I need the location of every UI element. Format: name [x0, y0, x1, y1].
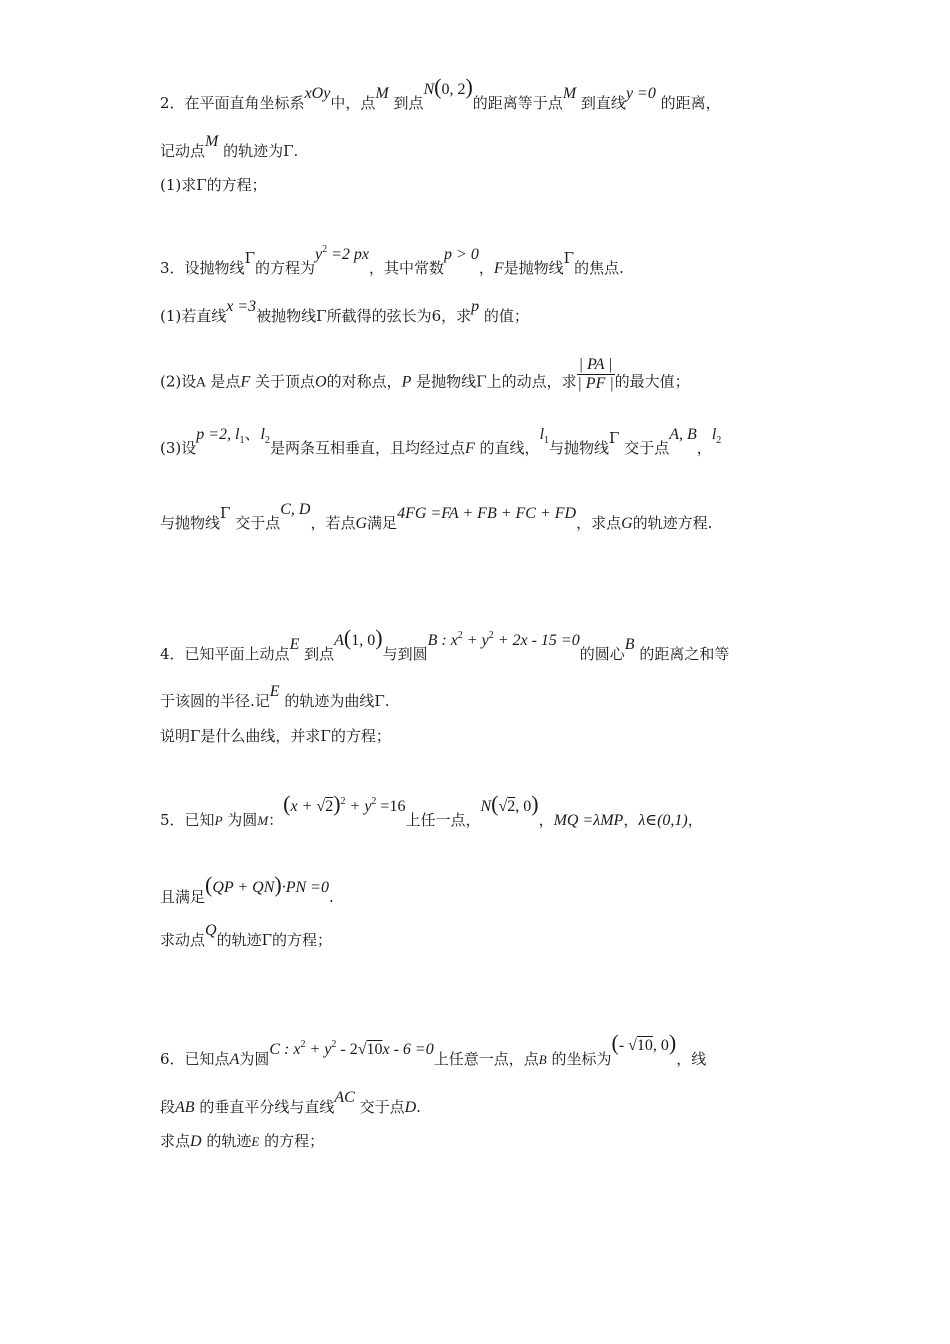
- q4-part: 说明Γ是什么曲线，并求Γ的方程；: [160, 727, 391, 745]
- q6-line2: 段AB 的垂直平分线与直线AC 交于点D.: [160, 1089, 421, 1116]
- q6-line1: 6．已知点A为圆C : $x^2 + y^2 - 2√10x - 6 =0$上任意一点，点B 的坐标为(- √10, 0)，线: [160, 1030, 707, 1068]
- q6-part: 求点D 的轨迹E 的方程；: [160, 1132, 325, 1150]
- q5-line2: 且满足(QP + QN)·PN =0.: [160, 872, 334, 906]
- q4-line2: 于该圆的半径.记E 的轨迹为曲线Γ.: [160, 683, 390, 710]
- q3-part3-line1: (3)设p =2, $l_1$、$l_2$是两条互相垂直，且均经过点F 的直线，$l_1$与抛物线Γ 交于点A, B，$l_2$: [160, 426, 722, 457]
- q4-number: 4．: [160, 645, 185, 663]
- q2-line1: 2．在平面直角坐标系xOy中，点M 到点N(0, 2)的距离等于点M 到直线y =0 的距离，: [160, 74, 721, 112]
- q5-part: 求动点Q的轨迹Γ的方程；: [160, 922, 332, 949]
- q5-number: 5．: [160, 811, 185, 829]
- q4-line1: 4．已知平面上动点E 到点A(1, 0)与到圆B : $x^2 + y^2 + 2x - 15 =0$的圆心B 的距离之和等: [160, 625, 730, 663]
- q2-line2: 记动点M 的轨迹为Γ.: [160, 133, 299, 160]
- q3-part1: (1)若直线x =3被抛物线Γ所截得的弦长为6，求p 的值；: [160, 298, 529, 325]
- q5-line1: 5．已知P 为圆M：$(x + √2)^2 + y^2 =16$上任一点，N(√2, 0)，MQ =λMP，λ∈(0,1)，: [160, 791, 703, 829]
- q2-number: 2．: [160, 94, 185, 112]
- q3-line1: 3．设抛物线Γ的方程为$y^2 =2$ px，其中常数p > 0，F是抛物线Γ的焦点.: [160, 244, 624, 277]
- q3-part2: (2)设A 是点F 关于顶点O的对称点，P 是抛物线Γ上的动点，求 $\frac{| PA |}{| PF |}$ 的最大值；: [160, 356, 690, 392]
- q6-number: 6．: [160, 1050, 185, 1068]
- q3-fraction: $\frac{| PA |}{| PF |}$: [577, 356, 614, 392]
- q3-number: 3．: [160, 259, 185, 277]
- q2-part1: (1)求Γ的方程；: [160, 176, 267, 194]
- q3-part3-line2: 与抛物线Γ 交于点C, D，若点G满足4FG =FA + FB + FC + FD，求点G的轨迹方程.: [160, 501, 713, 532]
